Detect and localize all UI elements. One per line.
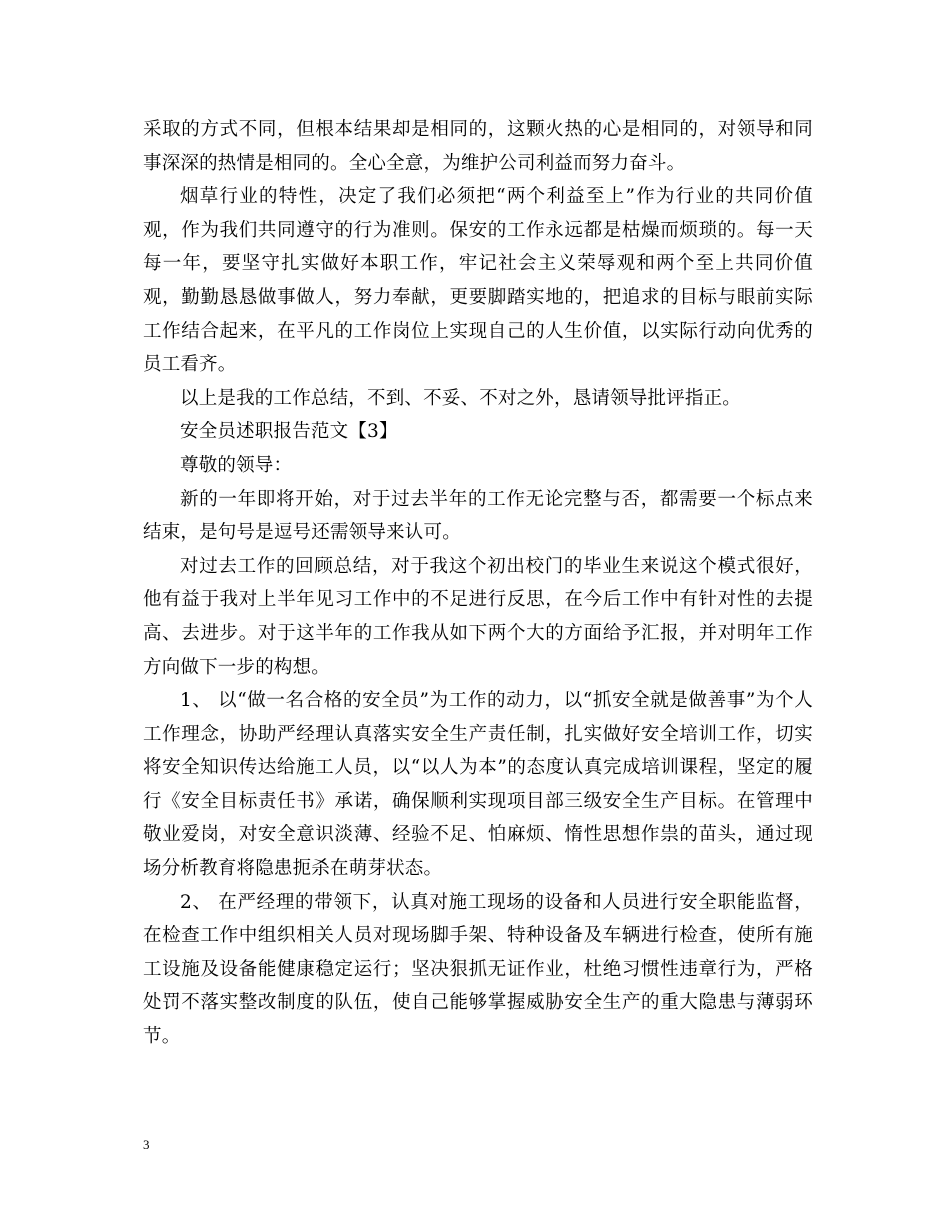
paragraph-2: 烟草行业的特性，决定了我们必须把“两个利益至上”作为行业的共同价值观，作为我们共同遵守的行为准则。保安的工作永远都是枯燥而烦琐的。每一天每一年，要坚守扎实做好本职工作，牢记社会主义荣辱观和两个至上共同价值观，勤勤恳恳做事做人，努力奉献，更要脚踏实地的，把追求的目标与眼前实际工作结合起来，在平凡的工作岗位上实现自己的人生价值，以实际行动向优秀的员工看齐。 bbox=[143, 186, 813, 376]
list-item-2: 2、 在严经理的带领下，认真对施工现场的设备和人员进行安全职能监督，在检查工作中组织相关人员对现场脚手架、特种设备及车辆进行检查，使所有施工设施及设备能健康稳定运行；坚决狠抓无证作业，杜绝习惯性违章行为，严格处罚不落实整改制度的队伍，使自己能够掌握威胁安全生产的重大隐患与薄弱环节。 bbox=[143, 891, 813, 1048]
paragraph-7: 对过去工作的回顾总结，对于我这个初出校门的毕业生来说这个模式很好，他有益于我对上半年见习工作中的不足进行反思，在今后工作中有针对性的去提高、去进步。对于这半年的工作我从如下两个大的方面给予汇报，并对明年工作方向做下一步的构想。 bbox=[143, 555, 813, 678]
section-heading: 安全员述职报告范文【3】 bbox=[180, 421, 398, 443]
page-number: 3 bbox=[143, 1137, 150, 1152]
list-item-1: 1、 以“做一名合格的安全员”为工作的动力，以“抓安全就是做善事”为个人工作理念，协助严经理认真落实安全生产责任制，扎实做好安全培训工作，切实将安全知识传达给施工人员，以“以人为本”的态度认真完成培训课程，坚定的履行《安全目标责任书》承诺，确保顺利实现项目部三级安全生产目标。在管理中敬业爱岗，对安全意识淡薄、经验不足、怕麻烦、惰性思想作祟的苗头，通过现场分析教育将隐患扼杀在萌芽状态。 bbox=[143, 690, 813, 880]
paragraph-6: 新的一年即将开始，对于过去半年的工作无论完整与否，都需要一个标点来结束，是句号是逗号还需领导来认可。 bbox=[143, 488, 813, 544]
salutation: 尊敬的领导： bbox=[180, 454, 293, 476]
paragraph-1: 采取的方式不同，但根本结果却是相同的，这颗火热的心是相同的，对领导和同事深深的热情是相同的。全心全意，为维护公司利益而努力奋斗。 bbox=[143, 119, 813, 174]
paragraph-3: 以上是我的工作总结，不到、不妥、不对之外，恳请领导批评指正。 bbox=[180, 387, 742, 409]
document-body bbox=[143, 113, 813, 1054]
